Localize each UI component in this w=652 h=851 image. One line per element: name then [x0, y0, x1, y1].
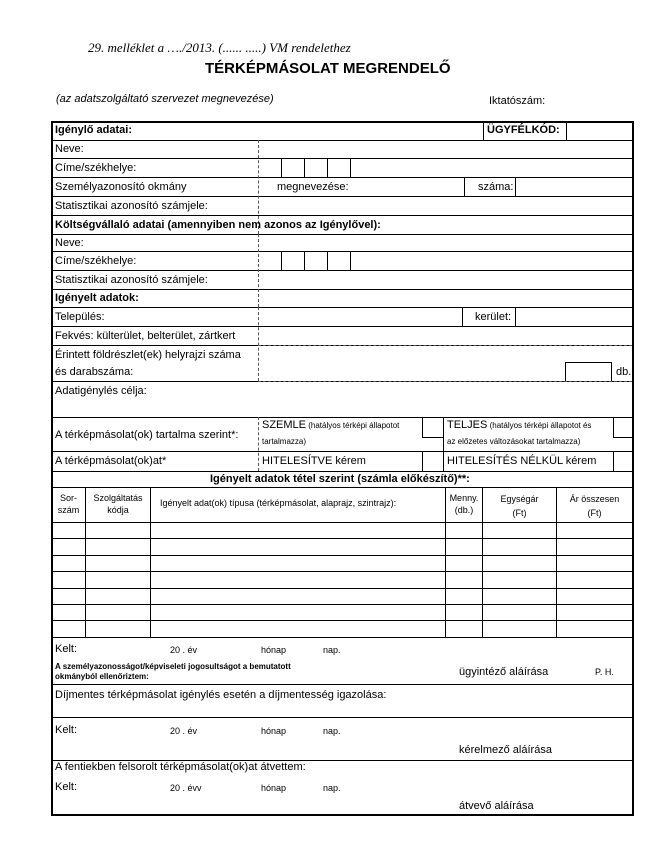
fee-exempt-field[interactable]	[53, 702, 631, 716]
requester-id-doc-number-label: száma:	[478, 181, 514, 193]
col-header-unit-price	[483, 492, 556, 520]
table-right-border	[632, 121, 634, 815]
date-day-2: nap.	[323, 726, 341, 736]
location-field[interactable]	[260, 327, 631, 344]
certified-label: HITELESÍTVE kérem	[262, 455, 366, 467]
date-month-3: hónap	[261, 783, 287, 793]
table-row[interactable]	[53, 539, 631, 554]
uncertified-label: HITELESÍTÉS NÉLKÜL kérem	[447, 455, 597, 467]
table-row[interactable]	[53, 589, 631, 603]
parcel-field[interactable]	[260, 346, 563, 380]
col-header-unit-price-l2: (Ft)	[512, 508, 527, 518]
pieces-unit: db.	[616, 366, 632, 378]
col-header-quantity-l2: (db.)	[454, 505, 474, 515]
location-label: Fekvés: külterület, belterület, zártkert	[55, 330, 236, 342]
annex-note: 29. melléklet a …./2013. (...... .....) VM rendelethez	[88, 40, 351, 55]
col-header-rownum-l1: Sor-	[59, 493, 77, 503]
requester-id-doc-name-label: megnevezése:	[277, 181, 349, 193]
payer-address-label: Címe/székhelye:	[55, 255, 137, 267]
date-month-2: hónap	[261, 726, 287, 736]
date-month-1: hónap	[261, 645, 287, 655]
payer-section-label	[55, 219, 381, 231]
payer-stat-field[interactable]	[260, 271, 631, 288]
requester-name-field[interactable]	[260, 141, 631, 157]
client-code-field[interactable]	[567, 122, 631, 139]
parcel-label-line2: és darabszáma:	[55, 366, 134, 378]
requester-id-doc-name-field[interactable]	[352, 178, 463, 195]
col-header-rownum-l2: szám	[57, 505, 80, 515]
fee-exempt-label: Díjmentes térképmásolat igénylés esetén a díjmentesség igazolása:	[55, 689, 387, 701]
clerk-signature-label: ügyintéző aláírása	[459, 666, 549, 678]
purpose-label: Adatigénylés célja:	[55, 385, 147, 397]
district-label: kerület:	[475, 311, 512, 323]
settlement-label: Település:	[55, 311, 105, 323]
col-header-service-code-l2: kódja	[107, 505, 129, 515]
requester-address-field[interactable]	[351, 159, 631, 176]
option-view-note2: tartalmazza)	[262, 437, 307, 446]
date-day-1: nap.	[323, 645, 341, 655]
requester-id-doc-label: Személyazonosító okmány	[55, 181, 187, 193]
certified-checkbox[interactable]	[423, 452, 442, 470]
requester-stat-field[interactable]	[260, 197, 631, 214]
settlement-field[interactable]	[260, 308, 461, 325]
uncertified-checkbox[interactable]	[614, 452, 631, 470]
col-header-total-l1: Ár összesen	[569, 494, 620, 504]
date-year-1: 20 . év	[170, 645, 198, 655]
id-check-line2: okmányból ellenőriztem:	[55, 672, 149, 681]
copies-label: A térképmásolat(ok)at*	[55, 455, 167, 467]
option-full-note1: (hatályos térképi állapotot és	[487, 421, 592, 430]
provider-note: (az adatszolgáltató szervezet megnevezése)	[56, 93, 274, 105]
table-row[interactable]	[53, 621, 631, 636]
requester-section-label: Igénylő adatai:	[55, 124, 133, 136]
table-top-border	[51, 121, 634, 123]
col-header-total	[557, 492, 632, 520]
requester-address-label: Címe/székhelye:	[55, 162, 137, 174]
date-label-3: Kelt:	[55, 781, 78, 793]
stamp-place: P. H.	[595, 667, 614, 677]
option-view-checkbox[interactable]	[423, 418, 442, 436]
payer-name-label: Neve:	[55, 237, 84, 249]
date-year-3: 20 . évv	[170, 783, 202, 793]
client-code-label: ÜGYFÉLKÓD:	[487, 124, 560, 136]
district-field[interactable]	[516, 308, 631, 325]
payer-address-field[interactable]	[351, 252, 631, 269]
requester-name-label: Neve:	[55, 143, 84, 155]
pieces-field[interactable]	[566, 363, 610, 380]
col-header-quantity	[446, 492, 482, 516]
requester-id-doc-number-field[interactable]	[516, 178, 631, 195]
date-year-2: 20 . év	[170, 726, 198, 736]
table-bottom-border	[51, 814, 634, 816]
table-row[interactable]	[53, 523, 631, 537]
col-header-rownum	[52, 492, 85, 516]
table-row[interactable]	[53, 572, 631, 587]
form-title: TÉRKÉPMÁSOLAT MEGRENDELŐ	[205, 60, 451, 77]
purpose-field[interactable]	[53, 398, 631, 416]
option-view-note1: (hatályos térképi állapotot	[306, 421, 400, 430]
id-check-line1: A személyazonosságot/képviseleti jogosultságot a bemutatott	[55, 662, 291, 671]
items-table-title: Igényelt adatok tétel szerint (számla előkészítő)**:	[210, 473, 470, 485]
option-full-main: TELJES	[447, 419, 488, 431]
content-label: A térképmásolat(ok) tartalma szerint*:	[55, 429, 239, 441]
payer-stat-label: Statisztikai azonosító számjele:	[55, 274, 208, 286]
option-full-note2: az előzetes változásokat tartalmazza)	[447, 437, 581, 446]
option-full-checkbox[interactable]	[614, 418, 631, 436]
date-day-3: nap.	[323, 783, 341, 793]
requested-section-label: Igényelt adatok:	[55, 292, 139, 304]
table-row[interactable]	[53, 556, 631, 570]
filing-number-label: Iktatószám:	[489, 95, 546, 107]
col-header-service-code	[86, 492, 150, 516]
date-label-2: Kelt:	[55, 724, 78, 736]
payer-section-rest: (amennyiben nem azonos az Igénylővel):	[164, 219, 381, 231]
col-header-unit-price-l1: Egységár	[500, 494, 539, 504]
receiver-signature-label: átvevő aláírása	[459, 800, 534, 812]
applicant-signature-label: kérelmező aláírása	[459, 744, 552, 756]
col-header-service-code-l1: Szolgáltatás	[93, 493, 143, 503]
col-header-quantity-l1: Menny.	[449, 493, 479, 503]
payer-section-bold: Költségvállaló adatai	[55, 219, 165, 231]
option-full-label	[447, 419, 591, 431]
date-label-1: Kelt:	[55, 643, 78, 655]
option-view-label	[262, 419, 399, 431]
col-header-total-l2: (Ft)	[587, 508, 602, 518]
payer-name-field[interactable]	[260, 235, 631, 250]
option-view-main: SZEMLE	[262, 419, 307, 431]
received-label: A fentiekben felsorolt térképmásolat(ok)at átvettem:	[55, 761, 306, 773]
col-header-data-type: Igényelt adat(ok) típusa (térképmásolat, alaprajz, szintrajz):	[160, 498, 397, 508]
parcel-label-line1: Érintett földrészlet(ek) helyrajzi száma	[55, 349, 241, 361]
requester-stat-label: Statisztikai azonosító számjele:	[55, 200, 208, 212]
table-row[interactable]	[53, 605, 631, 619]
